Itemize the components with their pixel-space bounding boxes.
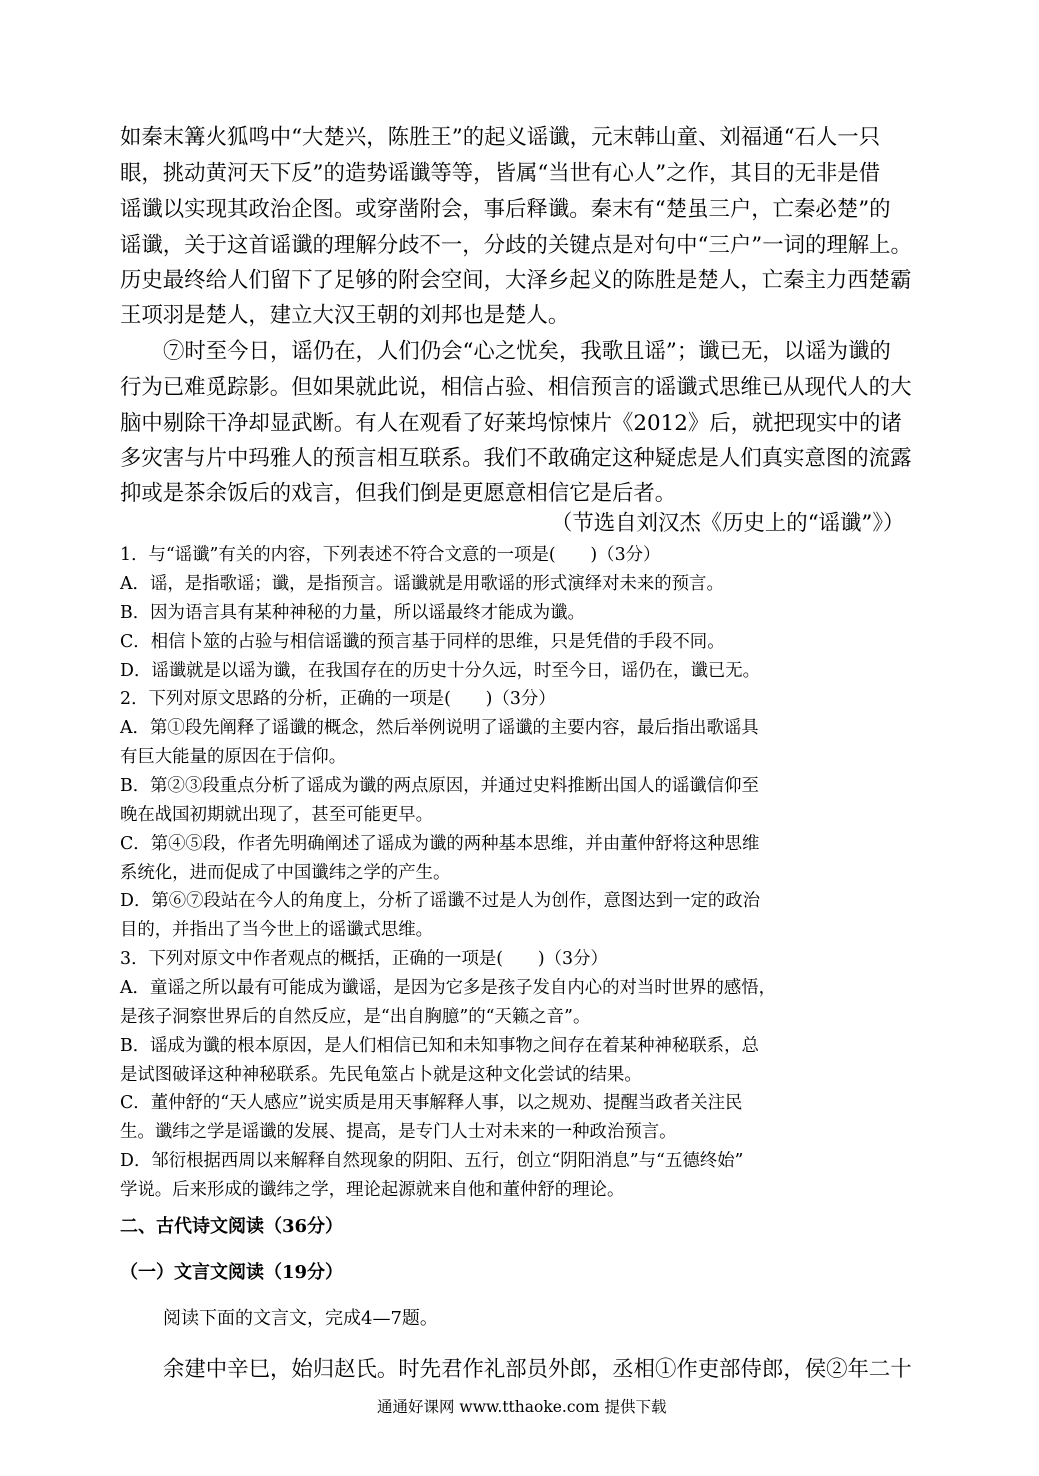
subsection-heading: （一）文言文阅读（19分） <box>120 1262 344 1283</box>
question-line: 生。谶纬之学是谣谶的发展、提高，是专门人士对未来的一种政治预言。 <box>120 1122 677 1142</box>
question-line: 是试图破译这种神秘联系。先民龟筮占卜就是这种文化尝试的结果。 <box>120 1065 642 1085</box>
question-line: A．童谣之所以最有可能成为谶谣，是因为它多是孩子发自内心的对当时世界的感悟， <box>120 978 777 998</box>
question-line: B．第②③段重点分析了谣成为谶的两点原因，并通过史料推断出国人的谣谶信仰至 <box>120 776 759 796</box>
classical-text-line: 余建中辛巳，始归赵氏。时先君作礼部员外郎，丞相①作吏部侍郎，侯②年二十 <box>163 1357 912 1382</box>
passage-line: 眼，挑动黄河天下反”的造势谣谶等等，皆属“当世有心人”之作，其目的无非是借 <box>120 161 881 186</box>
question-line: A．第①段先阐释了谣谶的概念，然后举例说明了谣谶的主要内容，最后指出歌谣具 <box>120 718 759 738</box>
passage-line: 历史最终给人们留下了足够的附会空间，大泽乡起义的陈胜是楚人，亡秦主力西楚霸 <box>120 268 912 293</box>
passage-line: 抑或是茶余饭后的戏言，但我们倒是更愿意相信它是后者。 <box>120 481 677 506</box>
passage-line: 王项羽是楚人，建立大汉王朝的刘邦也是楚人。 <box>120 303 570 328</box>
question-line: 学说。后来形成的谶纬之学，理论起源就来自他和董仲舒的理论。 <box>120 1180 625 1200</box>
question-line: 晚在战国初期就出现了，甚至可能更早。 <box>120 805 434 825</box>
passage-line: 谣谶以实现其政治企图。或穿凿附会，事后释谶。秦末有“楚虽三户，亡秦必楚”的 <box>120 197 891 222</box>
question-line: 3．下列对原文中作者观点的概括，正确的一项是( )（3分） <box>120 949 608 969</box>
question-line: C．董仲舒的“天人感应”说实质是用天事解释人事，以之规劝、提醒当政者关注民 <box>120 1093 743 1113</box>
passage-line: 如秦末篝火狐鸣中“大楚兴，陈胜王”的起义谣谶，元末韩山童、刘福通“石人一只 <box>120 125 881 150</box>
question-line: 有巨大能量的原因在于信仰。 <box>120 747 347 767</box>
question-line: D．第⑥⑦段站在今人的角度上，分析了谣谶不过是人为创作，意图达到一定的政治 <box>120 891 761 911</box>
passage-line: 行为已难觅踪影。但如果就此说，相信占验、相信预言的谣谶式思维已从现代人的大 <box>120 375 912 400</box>
section-heading: 二、古代诗文阅读（36分） <box>120 1216 344 1237</box>
question-line: A．谣，是指歌谣；谶，是指预言。谣谶就是用歌谣的形式演绎对未来的预言。 <box>120 574 724 594</box>
question-line: B．因为语言具有某种神秘的力量，所以谣最终才能成为谶。 <box>120 603 585 623</box>
question-line: 系统化，进而促成了中国谶纬之学的产生。 <box>120 863 451 883</box>
question-line: D．邹衍根据西周以来解释自然现象的阴阳、五行，创立“阴阳消息”与“五德终始” <box>120 1151 744 1171</box>
question-line: 是孩子洞察世界后的自然反应，是“出自胸臆”的“天籁之音”。 <box>120 1007 591 1027</box>
passage-line: 脑中剔除干净却显武断。有人在观看了好莱坞惊悚片《2012》后，就把现实中的诸 <box>120 411 902 436</box>
instruction-text: 阅读下面的文言文，完成4—7题。 <box>163 1308 438 1329</box>
question-line: D．谣谶就是以谣为谶，在我国存在的历史十分久远，时至今日，谣仍在，谶已无。 <box>120 661 761 681</box>
question-line: 2．下列对原文思路的分析，正确的一项是( )（3分） <box>120 689 556 709</box>
question-line: C．第④⑤段，作者先明确阐述了谣成为谶的两种基本思维，并由董仲舒将这种思维 <box>120 834 760 854</box>
page-footer: 通通好课网 www.tthaoke.com 提供下载 <box>377 1398 667 1416</box>
question-line: 目的，并指出了当今世上的谣谶式思维。 <box>120 920 434 940</box>
question-line: B．谣成为谶的根本原因，是人们相信已知和未知事物之间存在着某种神秘联系，总 <box>120 1036 759 1056</box>
passage-line: 谣谶，关于这首谣谶的理解分歧不一，分歧的关键点是对句中“三户”一词的理解上。 <box>120 233 912 258</box>
passage-line: 多灾害与片中玛雅人的预言相互联系。我们不敢确定这种疑虑是人们真实意图的流露 <box>120 446 912 471</box>
question-line: 1．与“谣谶”有关的内容，下列表述不符合文意的一项是( )（3分） <box>120 545 661 565</box>
question-line: C．相信卜筮的占验与相信谣谶的预言基于同样的思维，只是凭借的手段不同。 <box>120 632 725 652</box>
passage-line: ⑦时至今日，谣仍在，人们仍会“心之忧矣，我歌且谣”；谶已无，以谣为谶的 <box>163 339 891 364</box>
passage-source: （节选自刘汉杰《历史上的“谣谶”》） <box>551 511 905 536</box>
